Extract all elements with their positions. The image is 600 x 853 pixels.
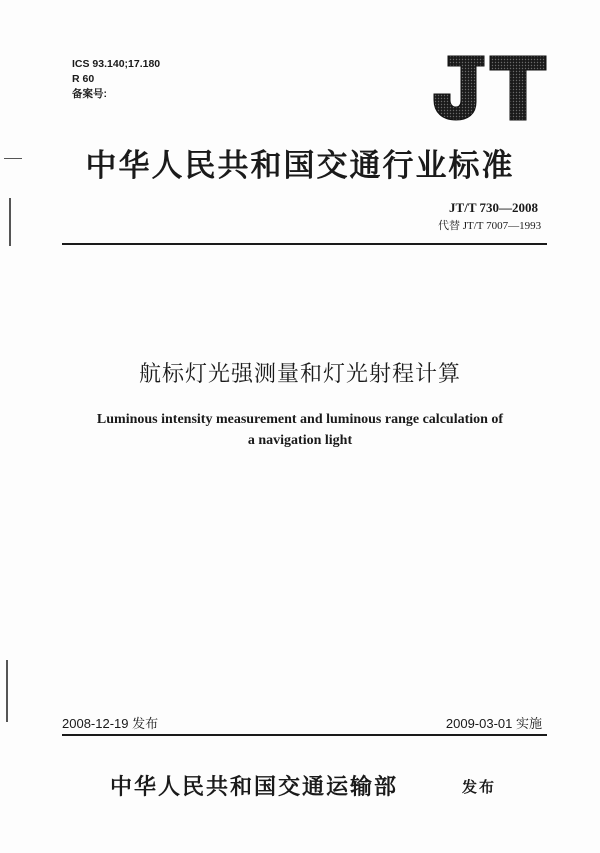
ics-code: ICS 93.140;17.180 — [72, 58, 161, 70]
document-title-en — [0, 409, 600, 451]
header-divider — [62, 243, 547, 245]
title-en-line-1: Luminous intensity measurement and luminous range calculation of — [96, 412, 504, 427]
scan-artifact — [9, 198, 11, 246]
publish-label: 发布 — [462, 778, 497, 796]
publisher-name: 中华人民共和国交通运输部 — [110, 774, 399, 800]
effective-date: 2009-03-01 实施 — [445, 716, 542, 731]
classification-block — [72, 57, 160, 102]
scan-artifact — [6, 660, 8, 722]
jt-logo — [428, 52, 550, 122]
classification-code: R 60 — [72, 73, 95, 85]
footer-divider — [62, 734, 547, 736]
record-number-label: 备案号: — [72, 88, 107, 100]
title-en-line-2: a navigation light — [247, 433, 353, 448]
issue-date: 2008-12-19 发布 — [62, 716, 159, 731]
document-title-cn: 航标灯光强测量和灯光射程计算 — [138, 362, 461, 387]
standard-code: JT/T 730—2008 — [449, 200, 538, 215]
replaces-standard: 代替 JT/T 7007—1993 — [438, 220, 542, 232]
standard-category-title: 中华人民共和国交通行业标准 — [85, 148, 515, 184]
